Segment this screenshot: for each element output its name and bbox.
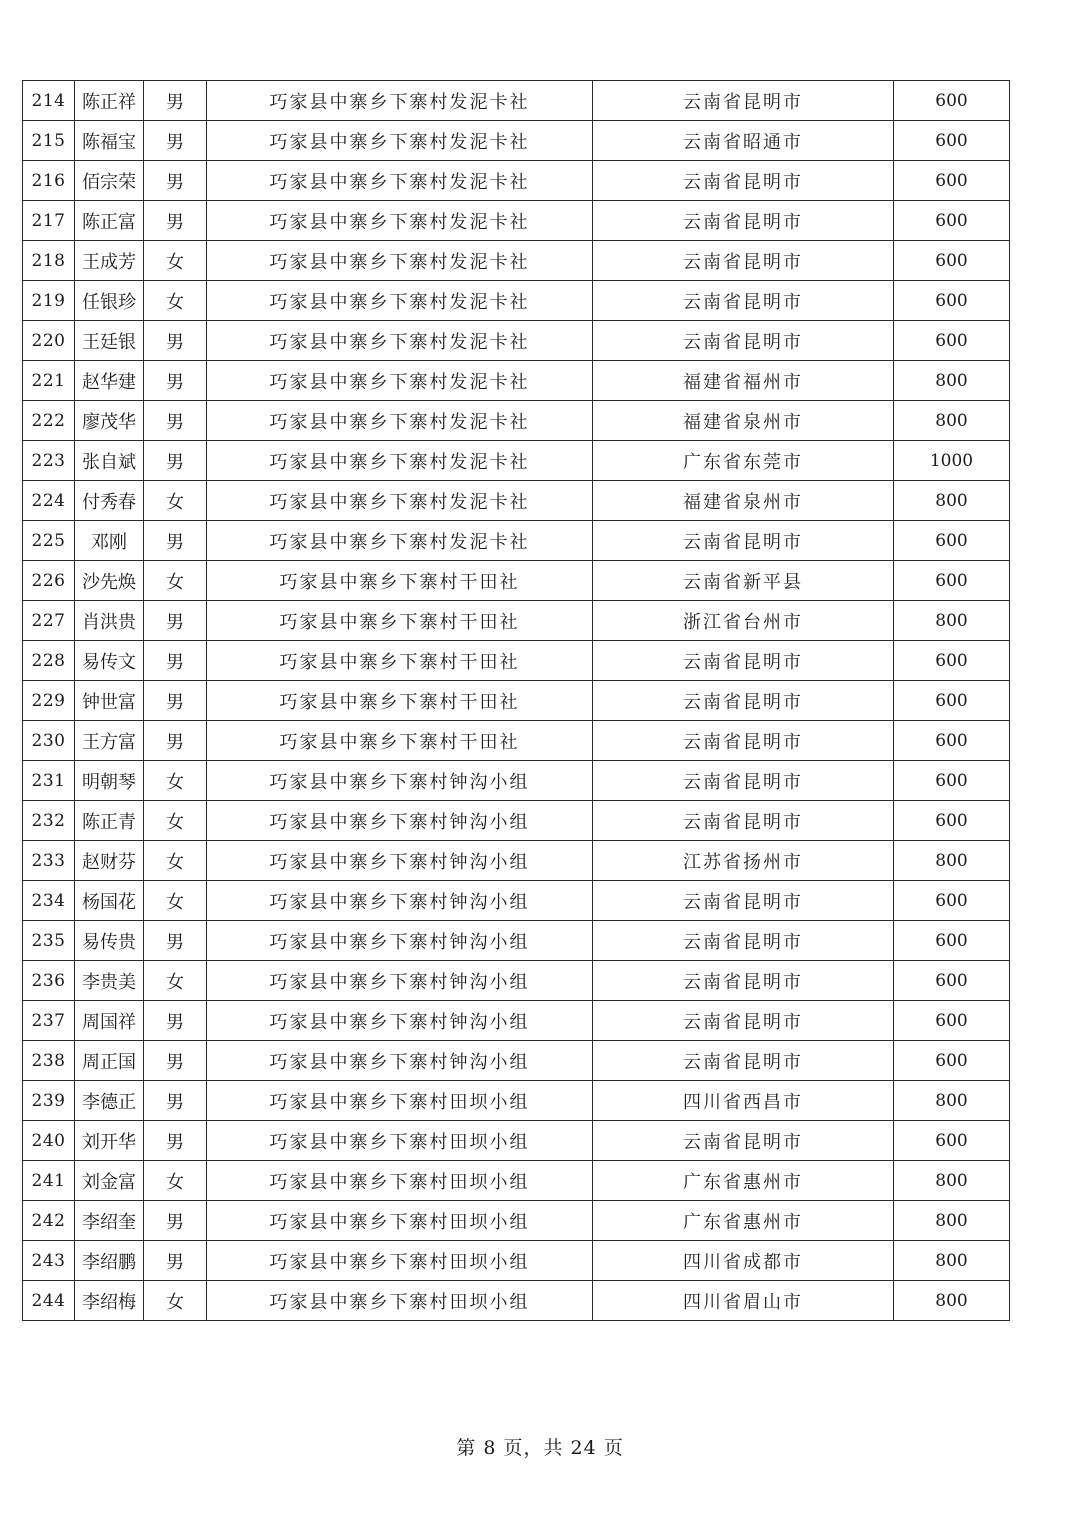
table-row bbox=[23, 1001, 1010, 1041]
table-row bbox=[23, 841, 1010, 881]
address-cell: 巧家县中寨乡下寨村钟沟小组 bbox=[207, 761, 593, 801]
row-number-cell: 242 bbox=[23, 1201, 75, 1241]
address-cell: 巧家县中寨乡下寨村发泥卡社 bbox=[207, 161, 593, 201]
address-cell: 巧家县中寨乡下寨村钟沟小组 bbox=[207, 841, 593, 881]
table-row bbox=[23, 801, 1010, 841]
name-cell: 陈正祥 bbox=[75, 81, 144, 121]
gender-cell: 女 bbox=[144, 561, 207, 601]
address-cell: 巧家县中寨乡下寨村田坝小组 bbox=[207, 1121, 593, 1161]
gender-cell: 女 bbox=[144, 801, 207, 841]
address-cell: 巧家县中寨乡下寨村钟沟小组 bbox=[207, 961, 593, 1001]
amount-cell: 800 bbox=[894, 1161, 1010, 1201]
row-number-cell: 220 bbox=[23, 321, 75, 361]
page-number: 第 8 页，共 24 页 bbox=[456, 1437, 624, 1459]
gender-cell: 男 bbox=[144, 81, 207, 121]
row-number-cell: 236 bbox=[23, 961, 75, 1001]
row-number-cell: 237 bbox=[23, 1001, 75, 1041]
destination-cell: 云南省昆明市 bbox=[593, 161, 894, 201]
amount-cell: 600 bbox=[894, 721, 1010, 761]
name-cell: 赵财芬 bbox=[75, 841, 144, 881]
destination-cell: 福建省泉州市 bbox=[593, 401, 894, 441]
amount-cell: 600 bbox=[894, 761, 1010, 801]
name-cell: 周正国 bbox=[75, 1041, 144, 1081]
table-row bbox=[23, 1201, 1010, 1241]
row-number-cell: 217 bbox=[23, 201, 75, 241]
name-cell: 王方富 bbox=[75, 721, 144, 761]
amount-cell: 600 bbox=[894, 121, 1010, 161]
address-cell: 巧家县中寨乡下寨村干田社 bbox=[207, 681, 593, 721]
gender-cell: 女 bbox=[144, 761, 207, 801]
gender-cell: 女 bbox=[144, 481, 207, 521]
amount-cell: 600 bbox=[894, 321, 1010, 361]
gender-cell: 男 bbox=[144, 1041, 207, 1081]
table-row bbox=[23, 1041, 1010, 1081]
gender-cell: 男 bbox=[144, 161, 207, 201]
name-cell: 李绍鹏 bbox=[75, 1241, 144, 1281]
destination-cell: 云南省昆明市 bbox=[593, 921, 894, 961]
address-cell: 巧家县中寨乡下寨村发泥卡社 bbox=[207, 201, 593, 241]
amount-cell: 600 bbox=[894, 641, 1010, 681]
row-number-cell: 239 bbox=[23, 1081, 75, 1121]
amount-cell: 600 bbox=[894, 881, 1010, 921]
amount-cell: 600 bbox=[894, 521, 1010, 561]
table-row bbox=[23, 81, 1010, 121]
row-number-cell: 235 bbox=[23, 921, 75, 961]
amount-cell: 800 bbox=[894, 401, 1010, 441]
name-cell: 沙先焕 bbox=[75, 561, 144, 601]
gender-cell: 女 bbox=[144, 281, 207, 321]
name-cell: 刘金富 bbox=[75, 1161, 144, 1201]
destination-cell: 云南省昆明市 bbox=[593, 241, 894, 281]
amount-cell: 1000 bbox=[894, 441, 1010, 481]
row-number-cell: 229 bbox=[23, 681, 75, 721]
name-cell: 李绍梅 bbox=[75, 1281, 144, 1321]
gender-cell: 男 bbox=[144, 441, 207, 481]
gender-cell: 男 bbox=[144, 201, 207, 241]
table-row bbox=[23, 1161, 1010, 1201]
gender-cell: 女 bbox=[144, 961, 207, 1001]
destination-cell: 福建省福州市 bbox=[593, 361, 894, 401]
name-cell: 陈正青 bbox=[75, 801, 144, 841]
table-row bbox=[23, 761, 1010, 801]
amount-cell: 800 bbox=[894, 601, 1010, 641]
amount-cell: 600 bbox=[894, 1041, 1010, 1081]
gender-cell: 男 bbox=[144, 721, 207, 761]
address-cell: 巧家县中寨乡下寨村发泥卡社 bbox=[207, 281, 593, 321]
table-row bbox=[23, 521, 1010, 561]
name-cell: 廖茂华 bbox=[75, 401, 144, 441]
address-cell: 巧家县中寨乡下寨村田坝小组 bbox=[207, 1161, 593, 1201]
row-number-cell: 241 bbox=[23, 1161, 75, 1201]
name-cell: 肖洪贵 bbox=[75, 601, 144, 641]
destination-cell: 云南省昆明市 bbox=[593, 1041, 894, 1081]
row-number-cell: 228 bbox=[23, 641, 75, 681]
row-number-cell: 244 bbox=[23, 1281, 75, 1321]
table-body bbox=[23, 81, 1010, 1321]
destination-cell: 云南省新平县 bbox=[593, 561, 894, 601]
table-row bbox=[23, 1121, 1010, 1161]
name-cell: 明朝琴 bbox=[75, 761, 144, 801]
destination-cell: 福建省泉州市 bbox=[593, 481, 894, 521]
address-cell: 巧家县中寨乡下寨村田坝小组 bbox=[207, 1081, 593, 1121]
gender-cell: 男 bbox=[144, 121, 207, 161]
address-cell: 巧家县中寨乡下寨村发泥卡社 bbox=[207, 321, 593, 361]
amount-cell: 600 bbox=[894, 801, 1010, 841]
name-cell: 杨国花 bbox=[75, 881, 144, 921]
destination-cell: 江苏省扬州市 bbox=[593, 841, 894, 881]
row-number-cell: 231 bbox=[23, 761, 75, 801]
amount-cell: 800 bbox=[894, 1081, 1010, 1121]
gender-cell: 男 bbox=[144, 521, 207, 561]
gender-cell: 男 bbox=[144, 1121, 207, 1161]
row-number-cell: 233 bbox=[23, 841, 75, 881]
destination-cell: 云南省昆明市 bbox=[593, 881, 894, 921]
gender-cell: 男 bbox=[144, 1081, 207, 1121]
name-cell: 王廷银 bbox=[75, 321, 144, 361]
address-cell: 巧家县中寨乡下寨村钟沟小组 bbox=[207, 801, 593, 841]
amount-cell: 600 bbox=[894, 561, 1010, 601]
name-cell: 邓刚 bbox=[75, 521, 144, 561]
destination-cell: 四川省成都市 bbox=[593, 1241, 894, 1281]
gender-cell: 女 bbox=[144, 1281, 207, 1321]
amount-cell: 600 bbox=[894, 241, 1010, 281]
gender-cell: 男 bbox=[144, 1241, 207, 1281]
destination-cell: 云南省昆明市 bbox=[593, 321, 894, 361]
name-cell: 李德正 bbox=[75, 1081, 144, 1121]
table-row bbox=[23, 721, 1010, 761]
name-cell: 钟世富 bbox=[75, 681, 144, 721]
row-number-cell: 224 bbox=[23, 481, 75, 521]
gender-cell: 男 bbox=[144, 361, 207, 401]
destination-cell: 四川省眉山市 bbox=[593, 1281, 894, 1321]
row-number-cell: 238 bbox=[23, 1041, 75, 1081]
name-cell: 陈正富 bbox=[75, 201, 144, 241]
row-number-cell: 232 bbox=[23, 801, 75, 841]
address-cell: 巧家县中寨乡下寨村田坝小组 bbox=[207, 1201, 593, 1241]
destination-cell: 云南省昭通市 bbox=[593, 121, 894, 161]
amount-cell: 600 bbox=[894, 1001, 1010, 1041]
row-number-cell: 219 bbox=[23, 281, 75, 321]
row-number-cell: 227 bbox=[23, 601, 75, 641]
row-number-cell: 225 bbox=[23, 521, 75, 561]
row-number-cell: 215 bbox=[23, 121, 75, 161]
gender-cell: 女 bbox=[144, 881, 207, 921]
address-cell: 巧家县中寨乡下寨村发泥卡社 bbox=[207, 361, 593, 401]
address-cell: 巧家县中寨乡下寨村发泥卡社 bbox=[207, 521, 593, 561]
table-row bbox=[23, 201, 1010, 241]
table-row bbox=[23, 641, 1010, 681]
name-cell: 赵华建 bbox=[75, 361, 144, 401]
table-row bbox=[23, 241, 1010, 281]
destination-cell: 云南省昆明市 bbox=[593, 801, 894, 841]
address-cell: 巧家县中寨乡下寨村干田社 bbox=[207, 601, 593, 641]
table-row bbox=[23, 121, 1010, 161]
gender-cell: 男 bbox=[144, 401, 207, 441]
amount-cell: 600 bbox=[894, 681, 1010, 721]
amount-cell: 800 bbox=[894, 361, 1010, 401]
address-cell: 巧家县中寨乡下寨村干田社 bbox=[207, 561, 593, 601]
destination-cell: 云南省昆明市 bbox=[593, 1121, 894, 1161]
destination-cell: 云南省昆明市 bbox=[593, 681, 894, 721]
gender-cell: 女 bbox=[144, 1161, 207, 1201]
name-cell: 付秀春 bbox=[75, 481, 144, 521]
amount-cell: 800 bbox=[894, 481, 1010, 521]
destination-cell: 云南省昆明市 bbox=[593, 281, 894, 321]
destination-cell: 云南省昆明市 bbox=[593, 201, 894, 241]
row-number-cell: 216 bbox=[23, 161, 75, 201]
gender-cell: 男 bbox=[144, 921, 207, 961]
table-row bbox=[23, 321, 1010, 361]
gender-cell: 男 bbox=[144, 681, 207, 721]
address-cell: 巧家县中寨乡下寨村发泥卡社 bbox=[207, 121, 593, 161]
address-cell: 巧家县中寨乡下寨村田坝小组 bbox=[207, 1281, 593, 1321]
destination-cell: 云南省昆明市 bbox=[593, 1001, 894, 1041]
address-cell: 巧家县中寨乡下寨村钟沟小组 bbox=[207, 881, 593, 921]
destination-cell: 云南省昆明市 bbox=[593, 761, 894, 801]
name-cell: 佰宗荣 bbox=[75, 161, 144, 201]
row-number-cell: 218 bbox=[23, 241, 75, 281]
destination-cell: 四川省西昌市 bbox=[593, 1081, 894, 1121]
amount-cell: 600 bbox=[894, 921, 1010, 961]
name-cell: 任银珍 bbox=[75, 281, 144, 321]
amount-cell: 600 bbox=[894, 961, 1010, 1001]
name-cell: 陈福宝 bbox=[75, 121, 144, 161]
name-cell: 张自斌 bbox=[75, 441, 144, 481]
destination-cell: 浙江省台州市 bbox=[593, 601, 894, 641]
destination-cell: 广东省惠州市 bbox=[593, 1201, 894, 1241]
name-cell: 李绍奎 bbox=[75, 1201, 144, 1241]
name-cell: 周国祥 bbox=[75, 1001, 144, 1041]
table-row bbox=[23, 881, 1010, 921]
destination-cell: 广东省东莞市 bbox=[593, 441, 894, 481]
destination-cell: 云南省昆明市 bbox=[593, 81, 894, 121]
address-cell: 巧家县中寨乡下寨村钟沟小组 bbox=[207, 1041, 593, 1081]
table-row bbox=[23, 401, 1010, 441]
row-number-cell: 221 bbox=[23, 361, 75, 401]
gender-cell: 女 bbox=[144, 241, 207, 281]
amount-cell: 600 bbox=[894, 161, 1010, 201]
table-row bbox=[23, 601, 1010, 641]
amount-cell: 600 bbox=[894, 201, 1010, 241]
table-row bbox=[23, 161, 1010, 201]
gender-cell: 女 bbox=[144, 841, 207, 881]
amount-cell: 800 bbox=[894, 1201, 1010, 1241]
row-number-cell: 223 bbox=[23, 441, 75, 481]
amount-cell: 800 bbox=[894, 1281, 1010, 1321]
table-row bbox=[23, 561, 1010, 601]
address-cell: 巧家县中寨乡下寨村发泥卡社 bbox=[207, 481, 593, 521]
address-cell: 巧家县中寨乡下寨村发泥卡社 bbox=[207, 401, 593, 441]
row-number-cell: 230 bbox=[23, 721, 75, 761]
address-cell: 巧家县中寨乡下寨村干田社 bbox=[207, 641, 593, 681]
table-row bbox=[23, 361, 1010, 401]
row-number-cell: 226 bbox=[23, 561, 75, 601]
amount-cell: 800 bbox=[894, 841, 1010, 881]
gender-cell: 男 bbox=[144, 601, 207, 641]
name-cell: 王成芳 bbox=[75, 241, 144, 281]
table-row bbox=[23, 961, 1010, 1001]
row-number-cell: 243 bbox=[23, 1241, 75, 1281]
gender-cell: 男 bbox=[144, 1001, 207, 1041]
row-number-cell: 222 bbox=[23, 401, 75, 441]
address-cell: 巧家县中寨乡下寨村干田社 bbox=[207, 721, 593, 761]
table-row bbox=[23, 1281, 1010, 1321]
name-cell: 易传文 bbox=[75, 641, 144, 681]
address-cell: 巧家县中寨乡下寨村田坝小组 bbox=[207, 1241, 593, 1281]
address-cell: 巧家县中寨乡下寨村发泥卡社 bbox=[207, 441, 593, 481]
name-cell: 李贵美 bbox=[75, 961, 144, 1001]
destination-cell: 云南省昆明市 bbox=[593, 961, 894, 1001]
address-cell: 巧家县中寨乡下寨村钟沟小组 bbox=[207, 921, 593, 961]
table-row bbox=[23, 481, 1010, 521]
table-row bbox=[23, 681, 1010, 721]
table-row bbox=[23, 441, 1010, 481]
name-cell: 易传贵 bbox=[75, 921, 144, 961]
row-number-cell: 234 bbox=[23, 881, 75, 921]
name-cell: 刘开华 bbox=[75, 1121, 144, 1161]
destination-cell: 云南省昆明市 bbox=[593, 521, 894, 561]
destination-cell: 云南省昆明市 bbox=[593, 721, 894, 761]
destination-cell: 云南省昆明市 bbox=[593, 641, 894, 681]
amount-cell: 800 bbox=[894, 1241, 1010, 1281]
table-row bbox=[23, 921, 1010, 961]
amount-cell: 600 bbox=[894, 281, 1010, 321]
destination-cell: 广东省惠州市 bbox=[593, 1161, 894, 1201]
gender-cell: 男 bbox=[144, 641, 207, 681]
row-number-cell: 240 bbox=[23, 1121, 75, 1161]
gender-cell: 男 bbox=[144, 1201, 207, 1241]
amount-cell: 600 bbox=[894, 81, 1010, 121]
address-cell: 巧家县中寨乡下寨村发泥卡社 bbox=[207, 81, 593, 121]
gender-cell: 男 bbox=[144, 321, 207, 361]
table-row bbox=[23, 281, 1010, 321]
table-row bbox=[23, 1081, 1010, 1121]
row-number-cell: 214 bbox=[23, 81, 75, 121]
address-cell: 巧家县中寨乡下寨村发泥卡社 bbox=[207, 241, 593, 281]
data-table bbox=[22, 80, 1010, 1321]
table-row bbox=[23, 1241, 1010, 1281]
address-cell: 巧家县中寨乡下寨村钟沟小组 bbox=[207, 1001, 593, 1041]
amount-cell: 600 bbox=[894, 1121, 1010, 1161]
